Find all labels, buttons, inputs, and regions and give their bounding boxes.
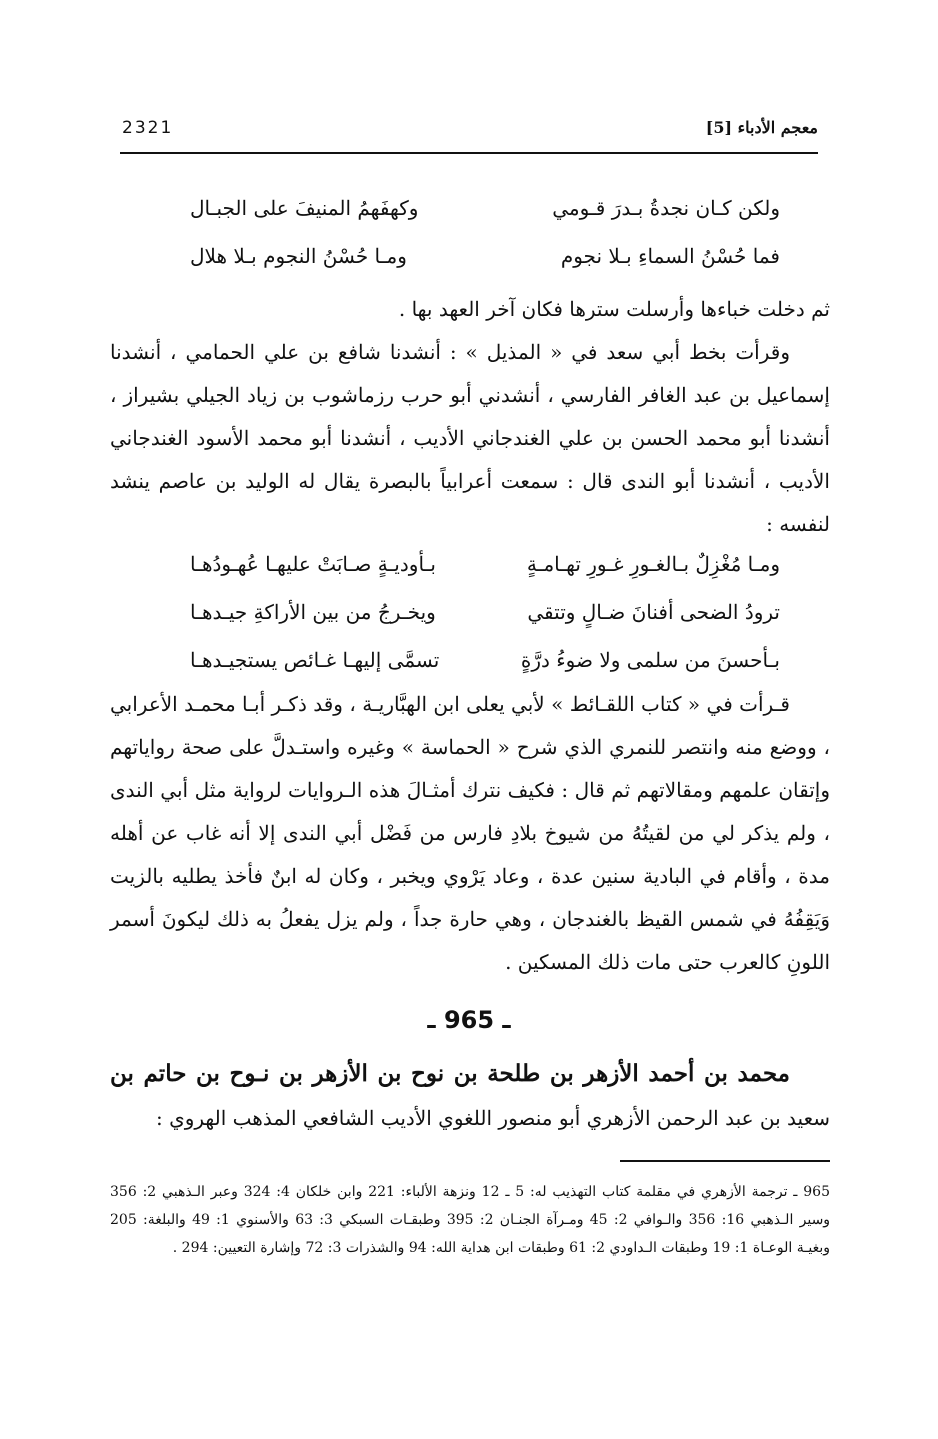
entry-name-continuation: سعيد بن عبد الرحمن الأزهري أبو منصور اللغوي الأديب الشافعي المذهب الهروي : <box>155 1106 830 1130</box>
verse-line <box>150 600 810 648</box>
paragraph: قـرأت في « كتاب اللقـائط » لأبي يعلى ابن الهبَّاريـة ، وقد ذكـر أبـا محمـد الأعرابي ، ووضع منه وانتصر للنمري الذي شرح « الحماسة » وغيره واستـدلَّ على صحة رواياتهم وإتقان علمهم ومقالاتهم ثم قال : فكيف نترك أمثـالَ هذه الـروايات لرواية مثل أبي الندى ، ولم يذكر لي من لقيتُهُ من شيوخ بلادِ فارس من فَضْل أبي الندى إلا أنه غاب عن أهله مدة ، وأقام في البادية سنين عدة ، وعاد يَرْوي ويخبر ، وكان له ابنٌ فأخذ يطليه بالزيت وَيَقِفُهُ في شمس القيظ بالغندجان ، وهي حارة جداً ، ولم يزل يفعلُ به ذلك ليكونَ أسمر اللونِ كالعرب حتى مات ذلك المسكين . <box>110 692 830 974</box>
verse-second-hemistich: ومـا حُسْنُ النجوم بـلا هلال <box>190 244 407 268</box>
verse-second-hemistich: تسمَّى إليهـا غـائص يستجيـدهـا <box>190 648 440 672</box>
verse-second-hemistich: بـأوديـةٍ صـابَتْ عليهـا عُهـودُهـا <box>190 552 436 576</box>
verse-first-hemistich: ترودُ الضحى أفنانَ ضـالٍ وتتقي <box>527 600 780 624</box>
poem-block-1 <box>150 196 810 292</box>
verse-first-hemistich: ومـا مُغْزِلٌ بـالغـورِ غـورِ تهـامـةٍ <box>526 552 780 576</box>
paragraph: وقرأت بخط أبي سعد في « المذيل » : أنشدنا شافع بن علي الحمامي ، أنشدنا إسماعيل بن عبد الغافر الفارسي ، أنشدني أبو حرب رزماشوب بن زياد الجيلي بشيراز ، أنشدنا أبو محمد الحسن بن علي الغندجاني الأديب ، أنشدنا أبو محمد الأسود الغندجاني الأديب ، أنشدنا أبو الندى قال : سمعت أعرابياً بالبصرة يقال له الوليد بن عاصم ينشد لنفسه : <box>110 340 830 536</box>
page-header <box>120 118 818 158</box>
running-title: معجم الأدباء [5] <box>705 118 818 137</box>
header-rule <box>120 152 818 154</box>
page-number: 2321 <box>122 118 174 138</box>
footnotes <box>110 1178 830 1262</box>
footnote-text: 965 ـ ترجمة الأزهري في مقلمة كتاب التهذيب له: 5 ـ 12 ونزهة الألباء: 221 وابن خلكان 4: 324 وعبر الـذهبي 2: 356 وسير الـذهبي 16: 356 والـوافي 2: 45 ومـرآة الجنـان 2: 395 وطبقـات السبكي 3: 63 والأسنوي 1: 49 والبلغة: 205 وبغيـة الوعـاة 1: 19 وطبقات الـداودي 2: 61 وطبقات ابن هداية الله: 94 والشذرات 3: 72 وإشارة التعيين: 294 . <box>110 1184 831 1256</box>
verse-line <box>150 244 810 292</box>
footnote-rule <box>620 1160 830 1162</box>
paragraph: ثم دخلت خباءها وأرسلت سترها فكان آخر العهد بها . <box>398 297 830 321</box>
verse-second-hemistich: ويخـرجُ من بين الأراكةِ جيـدهـا <box>190 600 436 624</box>
verse-line <box>150 552 810 600</box>
verse-first-hemistich: ولكن كـان نجدةُ بـدرَ قـومي <box>552 196 780 220</box>
verse-first-hemistich: بـأحسنَ من سلمى ولا ضوءُ درَّةٍ <box>520 648 780 672</box>
entry-name: محمد بن أحمد الأزهر بن طلحة بن نوح بن الأزهر بن نـوح بن حاتم بن <box>110 1060 790 1087</box>
prose-block-1 <box>110 288 830 546</box>
verse-second-hemistich: وكهفَهمُ المنيفَ على الجبـال <box>190 196 419 220</box>
biography-entry <box>110 1052 830 1140</box>
poem-block-2 <box>150 552 810 696</box>
entry-number: ـ 965 ـ <box>427 1006 511 1034</box>
prose-block-2 <box>110 683 830 984</box>
verse-first-hemistich: فما حُسْنُ السماءِ بـلا نجوم <box>560 244 780 268</box>
verse-line <box>150 196 810 244</box>
